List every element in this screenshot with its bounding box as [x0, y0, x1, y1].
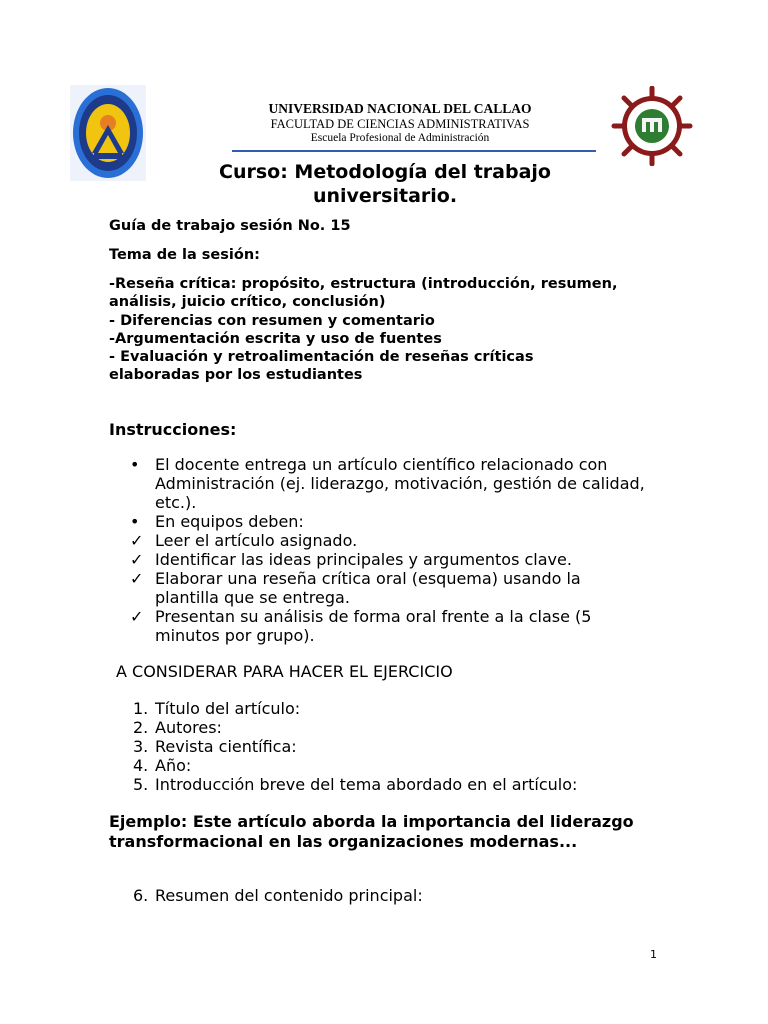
instruction-item: En equipos deben: [155, 512, 304, 531]
list-item: Introducción breve del tema abordado en el artículo: [155, 775, 578, 794]
header-rule [232, 150, 596, 152]
faculty-name: FACULTAD DE CIENCIAS ADMINISTRATIVAS [270, 117, 530, 131]
page-number: 1 [650, 948, 657, 961]
topic-line: elaboradas por los estudiantes [109, 367, 363, 384]
list-item: Resumen del contenido principal: [155, 886, 423, 905]
guide-label: Guía de trabajo sesión No. 15 [109, 218, 351, 234]
list-number: 2. [133, 718, 149, 737]
instruction-item: Presentan su análisis de forma oral frente a la clase (5 minutos por grupo). [155, 607, 592, 645]
list-item: Año: [155, 756, 192, 775]
checkmark-icon: ✓ [130, 569, 144, 588]
list-number: 3. [133, 737, 149, 756]
list-item: Título del artículo: [155, 699, 301, 718]
bullet-icon: • [130, 512, 140, 531]
topic-label: Tema de la sesión: [109, 247, 260, 263]
university-name: UNIVERSIDAD NACIONAL DEL CALLAO [268, 101, 532, 116]
consider-title: A CONSIDERAR PARA HACER EL EJERCICIO [116, 662, 453, 681]
faculty-seal-icon [610, 86, 694, 166]
instruction-item: Leer el artículo asignado. [155, 531, 358, 550]
bullet-icon: • [130, 455, 140, 474]
list-number: 4. [133, 756, 149, 775]
course-title: Curso: Metodología del trabajo universitario. [219, 161, 551, 207]
example-text: Ejemplo: Este artículo aborda la importancia del liderazgo transformacional en las organizaciones modernas... [109, 812, 634, 851]
checkmark-icon: ✓ [130, 550, 144, 569]
instruction-item: Identificar las ideas principales y argumentos clave. [155, 550, 572, 569]
list-number: 1. [133, 699, 149, 718]
topic-line: análisis, juicio crítico, conclusión) [109, 294, 386, 311]
university-seal-icon [70, 85, 146, 181]
list-number: 5. [133, 775, 149, 794]
instructions-title: Instrucciones: [109, 420, 237, 439]
school-name: Escuela Profesional de Administración [310, 132, 490, 144]
topics-block [109, 275, 669, 385]
list-item: Revista científica: [155, 737, 297, 756]
topic-line: -Argumentación escrita y uso de fuentes [109, 330, 442, 347]
list-item: Autores: [155, 718, 222, 737]
instruction-item: Elaborar una reseña crítica oral (esquema) usando la plantilla que se entrega. [155, 569, 581, 607]
checkmark-icon: ✓ [130, 531, 144, 550]
topic-line: - Diferencias con resumen y comentario [109, 312, 435, 329]
instruction-item: El docente entrega un artículo científico relacionado con Administración (ej. liderazgo, motivación, gestión de calidad, etc.). [155, 455, 645, 512]
checkmark-icon: ✓ [130, 607, 144, 626]
list-number: 6. [133, 886, 149, 905]
topic-line: -Reseña crítica: propósito, estructura (introducción, resumen, [109, 276, 618, 292]
topic-line: - Evaluación y retroalimentación de reseñas críticas [109, 349, 534, 366]
